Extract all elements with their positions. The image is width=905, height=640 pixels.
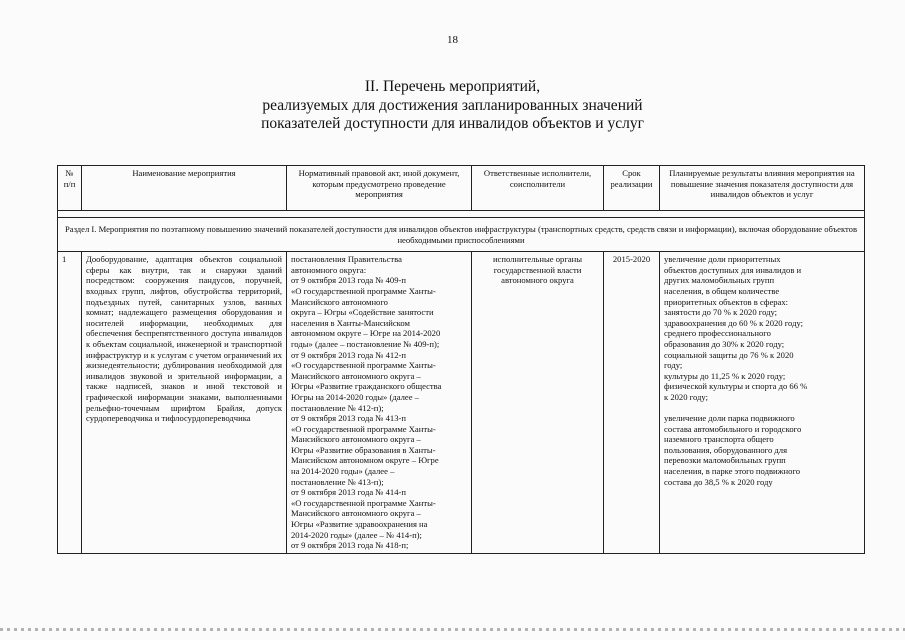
measures-table [57,165,865,554]
planned-result-line: объектов доступных для инвалидов и [664,264,802,275]
legal-act-line: округа – Югры «Содействие занятости [291,307,434,318]
legal-act-line: от 9 октября 2013 года № 418-п; [291,540,409,551]
legal-act-cell [287,252,472,554]
planned-result-line: приоритетных объектов в сферах: [664,296,789,307]
planned-result-line: состава до 38,5 % к 2020 году [664,476,773,487]
planned-result-line: наземного транспорта общего [664,434,774,445]
header-number: № п/п [58,166,82,211]
table-header-row [58,166,865,211]
legal-act-line: Мансийского автономного округа – [291,370,421,381]
legal-act-line: годы» (далее – постановление № 409-п); [291,338,440,349]
planned-result-line: пользования, оборудованного для [664,444,788,455]
term-cell: 2015-2020 [604,252,660,554]
header-term: Срок реализации [604,166,660,211]
planned-result-line: физической культуры и спорта до 66 % [664,381,808,392]
legal-act-line: от 9 октября 2013 года № 413-п [291,413,406,424]
legal-act-line: 2014-2020 годы» (далее – № 414-п); [291,529,422,540]
planned-result-line: к 2020 году; [664,391,708,402]
planned-result-line: году; [664,360,683,371]
table-row [58,252,865,554]
title-line-2: реализуемых для достижения запланированных значений [262,96,643,114]
header-planned-results: Планируемые результаты влияния мероприятия на повышение значения показателя доступности для инвалидов объектов и услуг [660,166,865,211]
legal-act-line: Югры «Развитие гражданского общества [291,381,442,392]
header-executors: Ответственные исполнители, соисполнители [472,166,604,211]
section-title: Раздел I. Мероприятия по поэтапному повышению значений показателей доступности для инвалидов объектов инфраструктуры (транспортных средств, средств связи и информации), включая оборудование объектов необходимыми приспособлениями [58,218,865,252]
measure-name-cell: Дооборудование, адаптация объектов социальной сферы как внутри, так и снаружи зданий посредством: сооружения пандусов, поручней, входных групп, лифтов, обустройства территорий, подъездных путей, санитарных узлов, ванных комнат; надлежащего размещения оборудования и носителей информации, необходимых для обеспечения беспрепятственного доступа инвалидов к объектам социальной, инженерной и транспортной инфраструктур и к услугам с учетом ограничений их жизнедеятельности; дублирования необходимой для инвалидов звуковой и зрительной информации, а также надписей, знаков и иной текстовой и графической информации знаками, выполненными рельефно-точечным шрифтом Брайля, допуск сурдопереводчика и тифлосурдопереводчика [82,252,287,554]
legal-act-line: Югры «Развитие здравоохранения на [291,519,428,530]
legal-act-line: от 9 октября 2013 года № 414-п [291,487,406,498]
planned-result-line: среднего профессионального [664,328,771,339]
planned-result-line: населения, в общем количестве [664,285,780,296]
planned-result-line: культуры до 11,25 % к 2020 году; [664,370,786,381]
title-line-3: показателей доступности для инвалидов объектов и услуг [261,115,644,132]
planned-result-line: перевозки маломобильных групп [664,455,786,466]
legal-act-line: населения в Ханты-Мансийском [291,317,410,328]
header-measure-name: Наименование мероприятия [82,166,287,211]
planned-result-line [664,403,860,414]
legal-act-line: постановления Правительства [291,254,402,265]
legal-act-line: Югры «Развитие образования в Ханты- [291,444,436,455]
planned-result-line: здравоохранения до 60 % к 2020 году; [664,317,804,328]
legal-act-line: «О государственной программе Ханты- [291,423,436,434]
title-line-1: II. Перечень мероприятий, [364,78,541,95]
legal-act-line: от 9 октября 2013 года № 409-п [291,275,406,286]
planned-result-line: увеличение доли приоритетных [664,254,781,265]
page-number: 18 [447,34,458,46]
legal-act-line: постановление № 413-п); [291,476,384,487]
row-number: 1 [58,252,82,554]
legal-act-line: Мансийском автономном округе – Югре [291,455,439,466]
planned-result-line: населения, в парке этого подвижного [664,466,801,477]
section-row [58,218,865,252]
legal-act-line: Мансийского автономного [291,296,388,307]
planned-result-line: занятости до 70 % к 2020 году; [664,307,778,318]
legal-act-line: автономном округе – Югре на 2014-2020 [291,328,441,339]
legal-act-line: «О государственной программе Ханты- [291,497,436,508]
planned-result-line: образования до 30% к 2020 году; [664,338,785,349]
document-title [0,78,905,134]
legal-act-line: от 9 октября 2013 года № 412-п [291,349,406,360]
header-legal-act: Нормативный правовой акт, иной документ, которым предусмотрено проведение мероприятия [287,166,472,211]
planned-result-line: других маломобильных групп [664,275,775,286]
legal-act-line: автономного округа: [291,264,367,275]
legal-act-line: Югры на 2014-2020 годы» (далее – [291,391,419,402]
table-gap-row [58,211,865,218]
legal-act-line: Мансийского автономного округа – [291,508,421,519]
legal-act-line: Мансийского автономного округа – [291,434,421,445]
legal-act-line: на 2014-2020 годы» (далее – [291,466,395,477]
planned-results-cell [660,252,865,554]
planned-result-line: увеличение доли парка подвижного [664,413,795,424]
executors-cell: исполнительные органы государственной власти автономного округа [472,252,604,554]
legal-act-line: «О государственной программе Ханты- [291,360,436,371]
planned-result-line: состава автомобильного и городского [664,423,802,434]
scan-edge-artifact [0,628,905,631]
planned-result-line: социальной защиты до 76 % к 2020 [664,349,794,360]
legal-act-line: «О государственной программе Ханты- [291,285,436,296]
legal-act-line: постановление № 412-п); [291,402,384,413]
